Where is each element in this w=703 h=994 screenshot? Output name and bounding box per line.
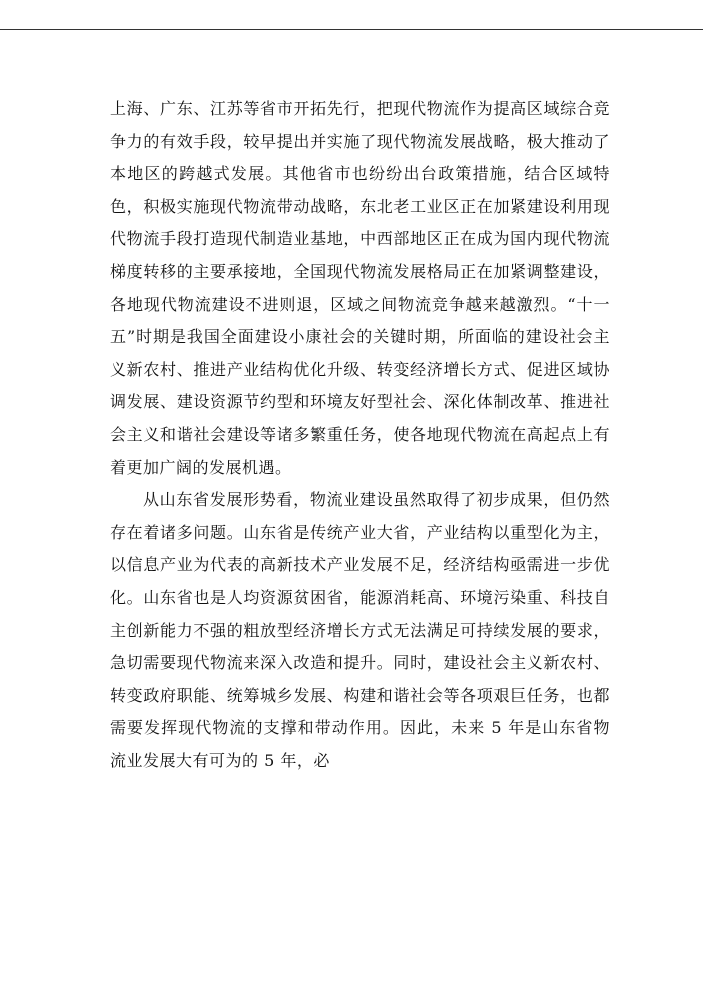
document-body	[110, 93, 610, 777]
paragraph-shandong-situation: 从山东省发展形势看，物流业建设虽然取得了初步成果，但仍然存在着诸多问题。山东省是传统产业大省，产业结构以重型化为主，以信息产业为代表的高新技术产业发展不足，经济结构亟需进一步优化。山东省也是人均资源贫困省，能源消耗高、环境污染重、科技自主创新能力不强的粗放型经济增长方式无法满足可持续发展的要求，急切需要现代物流来深入改造和提升。同时，建设社会主义新农村、转变政府职能、统筹城乡发展、构建和谐社会等各项艰巨任务，也都需要发挥现代物流的支撑和带动作用。因此，未来 5 年是山东省物流业发展大有可为的 5 年，必	[110, 490, 610, 770]
header-rule	[0, 29, 703, 30]
paragraph-continued: 上海、广东、江苏等省市开拓先行，把现代物流作为提高区域综合竞争力的有效手段，较早提出并实施了现代物流发展战略，极大推动了本地区的跨越式发展。其他省市也纷纷出台政策措施，结合区域特色，积极实施现代物流带动战略，东北老工业区正在加紧建设利用现代物流手段打造现代制造业基地，中西部地区正在成为国内现代物流梯度转移的主要承接地，全国现代物流发展格局正在加紧调整建设，各地现代物流建设不进则退，区域之间物流竞争越来越激烈。“十一五”时期是我国全面建设小康社会的关键时期，所面临的建设社会主义新农村、推进产业结构优化升级、转变经济增长方式、促进区域协调发展、建设资源节约型和环境友好型社会、深化体制改革、推进社会主义和谐社会建设等诸多繁重任务，使各地现代物流在高起点上有着更加广阔的发展机遇。	[110, 99, 610, 477]
